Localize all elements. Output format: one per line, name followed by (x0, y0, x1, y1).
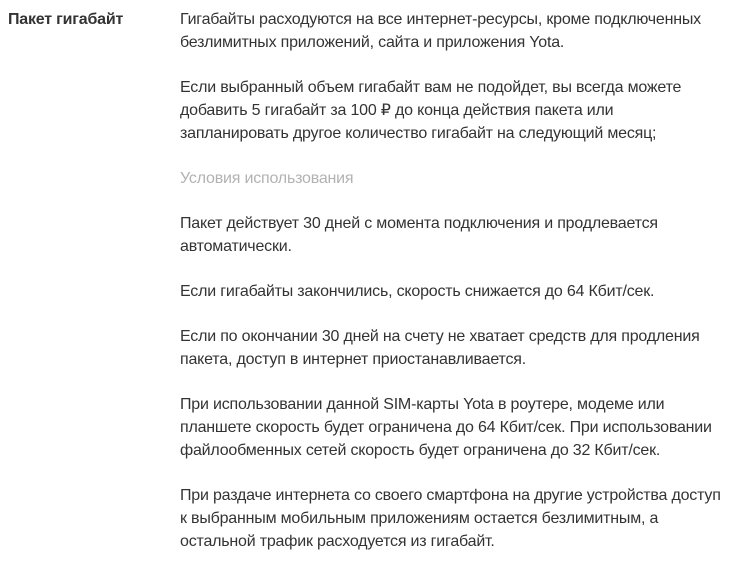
usage-terms-subheading: Условия использования (180, 170, 354, 187)
intro-paragraph: Гигабайты расходуются на все интернет-ресурсы, кроме подключенных безлимитных приложений, сайта и приложения Yota. (180, 11, 701, 51)
add-gigabytes-paragraph: Если выбранный объем гигабайт вам не подойдет, вы всегда можете добавить 5 гигабайт за 100 ₽ до конца действия пакета или запланировать другое количество гигабайт на следующий месяц; (180, 79, 682, 142)
section-title-column (8, 8, 180, 575)
section-title: Пакет гигабайт (8, 11, 124, 28)
condition-paragraph-sim-usage: При использовании данной SIM-карты Yota в роутере, модеме или планшете скорость будет ограничена до 64 Кбит/сек. При использовании файлообменных сетей скорость будет ограничена до 32 Кбит/сек. (180, 396, 712, 459)
condition-paragraph-insufficient-funds: Если по окончании 30 дней на счету не хватает средств для продления пакета, доступ в интернет приостанавливается. (180, 328, 700, 368)
condition-paragraph-validity: Пакет действует 30 дней с момента подключения и продлевается автоматически. (180, 215, 658, 255)
condition-paragraph-tethering: При раздаче интернета со своего смартфона на другие устройства доступ к выбранным мобильным приложениям остается безлимитным, а остальной трафик расходуется из гигабайт. (180, 487, 721, 550)
condition-paragraph-speed-limit: Если гигабайты закончились, скорость снижается до 64 Кбит/сек. (180, 283, 655, 300)
section-body-column (180, 8, 725, 575)
